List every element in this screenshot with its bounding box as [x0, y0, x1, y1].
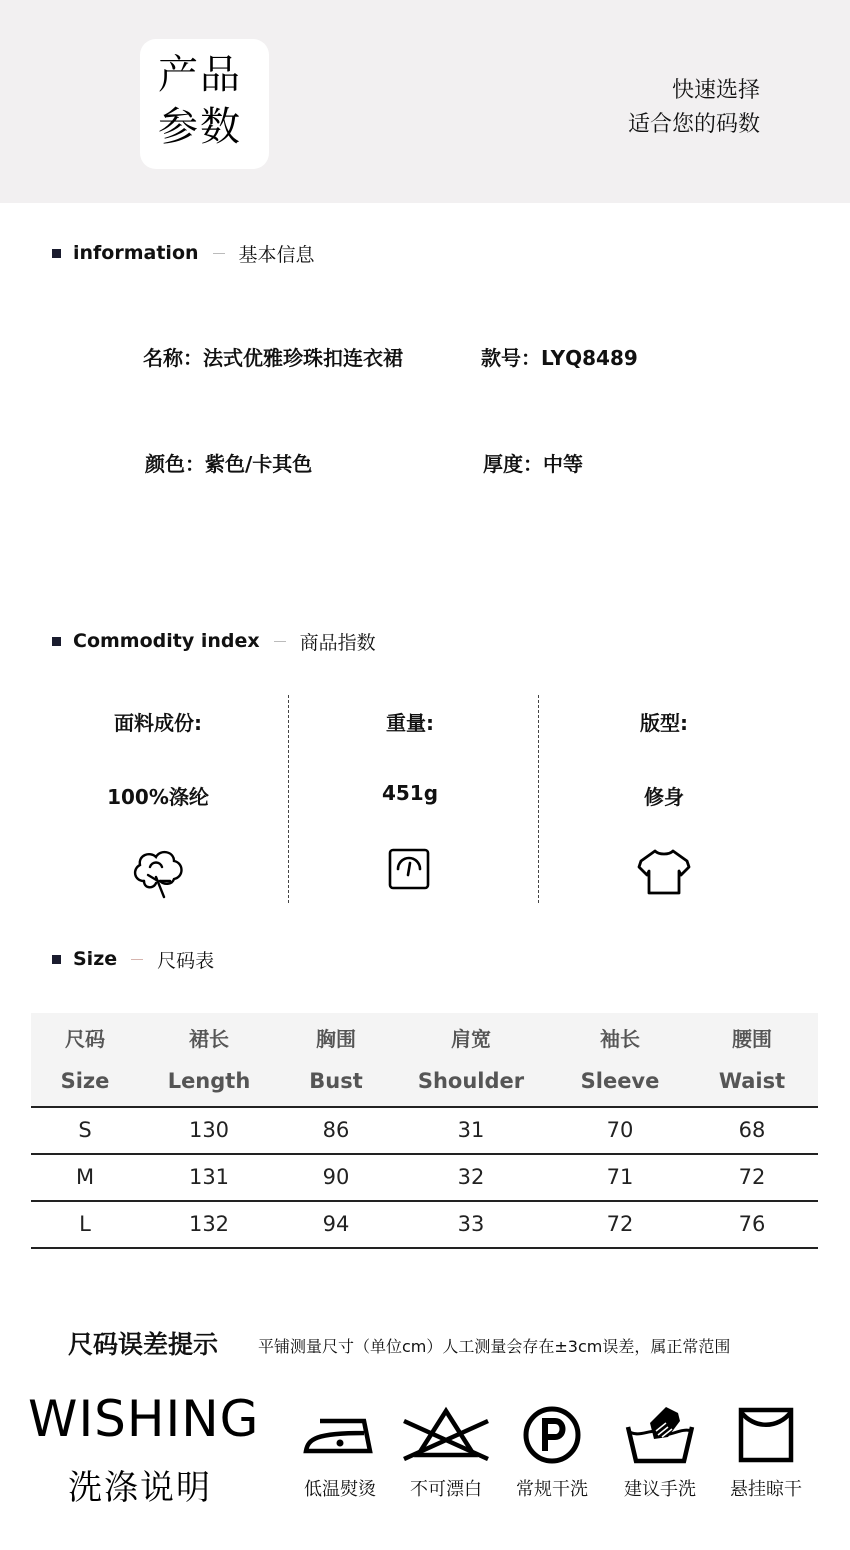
size-note-title: 尺码误差提示	[68, 1330, 219, 1359]
section-title-cn: 尺码表	[157, 949, 215, 972]
cell-length: 130	[188, 1118, 230, 1142]
commodity-label: 重量:	[386, 711, 434, 735]
commodity-label: 面料成份:	[114, 711, 202, 735]
header-en: Shoulder	[417, 1069, 525, 1093]
line-dry-icon	[736, 1405, 796, 1463]
cell-waist: 76	[738, 1212, 766, 1236]
care-label: 建议手洗	[624, 1479, 696, 1500]
square-bullet-icon	[52, 249, 61, 258]
section-title-en: Size	[73, 948, 118, 970]
cell-sleeve: 72	[606, 1212, 634, 1236]
section-title-en: Commodity index	[73, 630, 260, 652]
cell-sleeve: 71	[606, 1165, 634, 1189]
tagline-line2: 适合您的码数	[627, 112, 760, 137]
care-item-bleach	[396, 1405, 496, 1500]
tagline-line1: 快速选择	[671, 78, 760, 103]
cell-length: 132	[188, 1212, 230, 1236]
cell-size: L	[79, 1212, 91, 1236]
section-title-en: information	[73, 242, 199, 264]
header-band	[0, 0, 850, 203]
table-row	[31, 1155, 818, 1200]
size-table	[31, 1013, 818, 1107]
section-head-information	[52, 239, 315, 267]
header-cn: 裙长	[189, 1027, 229, 1051]
header-cn: 袖长	[600, 1027, 640, 1051]
separator-dash	[131, 959, 143, 960]
dry-clean-p-icon	[520, 1405, 584, 1465]
section-head-size	[52, 945, 214, 973]
header-en: Sleeve	[580, 1069, 660, 1093]
cell-shoulder: 33	[457, 1212, 485, 1236]
table-rule	[31, 1247, 818, 1249]
size-table-header	[31, 1013, 818, 1107]
cell-length: 131	[188, 1165, 230, 1189]
cell-shoulder: 31	[457, 1118, 485, 1142]
care-label: 不可漂白	[410, 1479, 482, 1500]
section-title-cn: 基本信息	[238, 243, 315, 266]
section-title-cn: 商品指数	[299, 631, 376, 654]
care-label: 悬挂晾干	[730, 1479, 802, 1500]
header-en: Size	[60, 1069, 110, 1093]
commodity-fabric	[58, 695, 258, 903]
fabric-thickness: 厚度：中等	[483, 452, 583, 476]
cell-bust: 86	[322, 1118, 350, 1142]
wash-instructions-title: 洗涤说明	[68, 1468, 212, 1508]
cell-bust: 94	[322, 1212, 350, 1236]
iron-low-temp-icon	[302, 1405, 378, 1457]
tshirt-icon	[637, 847, 691, 899]
commodity-weight	[310, 695, 510, 903]
care-item-iron	[290, 1405, 390, 1500]
no-bleach-icon	[400, 1405, 492, 1461]
cell-waist: 68	[738, 1118, 766, 1142]
badge-title-line2: 参数	[158, 104, 242, 150]
square-bullet-icon	[52, 637, 61, 646]
section-head-commodity	[52, 627, 376, 655]
header-cn: 尺码	[65, 1027, 105, 1051]
product-color: 颜色：紫色/卡其色	[145, 452, 313, 476]
scale-icon	[388, 847, 432, 895]
commodity-value: 451g	[381, 781, 439, 805]
table-row	[31, 1108, 818, 1153]
commodity-value: 100%涤纶	[107, 785, 209, 809]
commodity-label: 版型:	[640, 711, 688, 735]
product-name: 名称：法式优雅珍珠扣连衣裙	[143, 346, 403, 370]
column-divider	[288, 695, 289, 903]
header-en: Length	[167, 1069, 251, 1093]
hand-wash-icon	[624, 1405, 696, 1465]
header-en: Waist	[718, 1069, 786, 1093]
square-bullet-icon	[52, 955, 61, 964]
care-item-linedry	[716, 1405, 816, 1500]
table-row	[31, 1202, 818, 1247]
cell-waist: 72	[738, 1165, 766, 1189]
separator-dash	[213, 253, 225, 254]
wishing-title: WISHING	[28, 1390, 260, 1448]
care-label: 低温熨烫	[304, 1479, 376, 1500]
commodity-fit	[564, 695, 764, 903]
commodity-value: 修身	[644, 785, 684, 809]
header-cn: 肩宽	[451, 1027, 491, 1051]
care-item-dryclean	[502, 1405, 602, 1500]
cell-size: M	[75, 1165, 95, 1189]
header-en: Bust	[309, 1069, 363, 1093]
badge-title-line1: 产品	[158, 52, 242, 98]
header-cn: 胸围	[316, 1027, 356, 1051]
cell-size: S	[78, 1118, 92, 1142]
title-badge	[140, 39, 269, 169]
cell-sleeve: 70	[606, 1118, 634, 1142]
column-divider	[538, 695, 539, 903]
care-item-handwash	[610, 1405, 710, 1500]
cell-bust: 90	[322, 1165, 350, 1189]
size-note-text: 平铺测量尺寸（单位cm）人工测量会存在±3cm误差，属正常范围	[258, 1337, 731, 1356]
cotton-icon	[130, 847, 186, 903]
care-label: 常规干洗	[516, 1479, 588, 1500]
separator-dash	[274, 641, 286, 642]
cell-shoulder: 32	[457, 1165, 485, 1189]
style-number: 款号：LYQ8489	[481, 346, 638, 370]
header-cn: 腰围	[732, 1027, 772, 1051]
